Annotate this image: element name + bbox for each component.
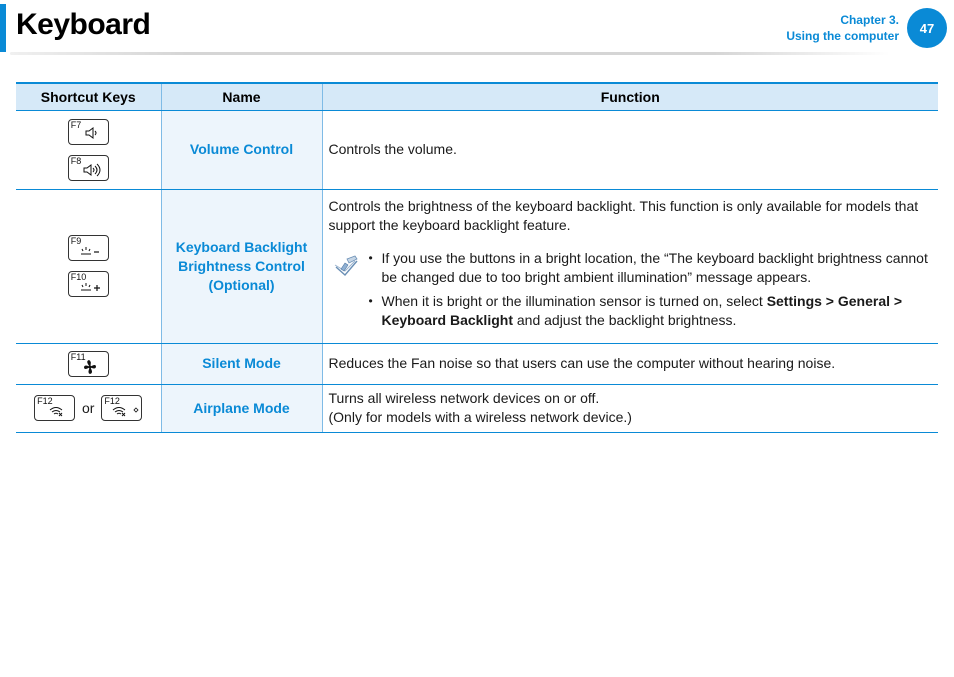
column-header-shortcut-keys: Shortcut Keys xyxy=(16,83,161,110)
chapter-number: Chapter 3. xyxy=(840,13,899,27)
shortcut-name-cell: Airplane Mode xyxy=(161,384,322,432)
shortcut-name-cell: Volume Control xyxy=(161,110,322,189)
shortcut-keys-cell xyxy=(16,343,161,384)
column-header-function: Function xyxy=(322,83,938,110)
chapter-title: Using the computer xyxy=(786,29,899,43)
table-row xyxy=(16,343,938,384)
shortcut-function-cell xyxy=(322,384,938,432)
airplane-wifi-icon xyxy=(102,396,143,422)
note-pencil-icon xyxy=(329,249,369,335)
backlight-up-icon xyxy=(69,272,110,298)
note-list xyxy=(369,249,933,335)
header-accent-bar xyxy=(0,4,6,52)
volume-down-icon xyxy=(69,120,110,146)
key-label: F9 xyxy=(70,236,82,246)
settings-path-text: Settings > General > xyxy=(766,293,903,309)
shortcut-name-cell: Silent Mode xyxy=(161,343,322,384)
shortcut-name-cell: Keyboard Backlight Brightness Control (Optional) xyxy=(161,189,322,343)
note-item: • If you use the buttons in a bright location, the “The keyboard backlight brightness cannot be changed due to too bright ambient illumination” message appears. xyxy=(369,249,933,287)
f12-key xyxy=(101,395,142,421)
volume-up-icon xyxy=(69,156,110,182)
table-header-row xyxy=(16,83,938,110)
function-description: Controls the brightness of the keyboard backlight. This function is only available for models that support the keyboard backlight feature. xyxy=(328,198,919,233)
page-title: Keyboard xyxy=(16,8,151,41)
shortcut-keys-table xyxy=(16,82,938,433)
note-block xyxy=(329,249,933,335)
key-label: F10 xyxy=(70,272,87,282)
airplane-wifi-icon xyxy=(35,396,76,422)
table-row xyxy=(16,110,938,189)
fan-icon xyxy=(69,352,110,378)
note-item xyxy=(369,292,933,330)
shortcut-keys-cell xyxy=(16,189,161,343)
shortcut-function-cell: Reduces the Fan noise so that users can use the computer without hearing noise. xyxy=(322,343,938,384)
note-text: and adjust the backlight brightness. xyxy=(512,312,737,328)
shortcut-keys-cell xyxy=(16,110,161,189)
f9-key xyxy=(68,235,109,261)
key-label: F8 xyxy=(70,155,82,166)
header-divider xyxy=(10,52,890,55)
column-header-name: Name xyxy=(161,83,322,110)
table-row xyxy=(16,189,938,343)
shortcut-function-cell xyxy=(322,189,938,343)
key-label: F7 xyxy=(70,119,82,130)
or-label: or xyxy=(82,400,95,416)
f12-key xyxy=(34,395,75,421)
page-number-badge: 47 xyxy=(907,8,947,48)
f11-key xyxy=(68,351,109,377)
page-header xyxy=(0,0,954,60)
shortcut-function-cell: Controls the volume. xyxy=(322,110,938,189)
key-label: F12 xyxy=(37,396,53,406)
f7-key xyxy=(68,119,109,145)
f8-key xyxy=(68,155,109,181)
key-label: F12 xyxy=(104,396,120,406)
shortcut-keys-cell xyxy=(16,384,161,432)
key-label: F11 xyxy=(70,351,86,362)
table-row xyxy=(16,384,938,432)
backlight-down-icon xyxy=(69,236,110,262)
note-text: When it is bright or the illumination sensor is turned on, select xyxy=(381,293,767,309)
chapter-label xyxy=(786,12,899,44)
f10-key xyxy=(68,271,109,297)
function-line: (Only for models with a wireless network device.) xyxy=(328,409,632,425)
function-line: Turns all wireless network devices on or off. xyxy=(328,390,600,406)
settings-path-text: Keyboard Backlight xyxy=(381,312,513,328)
